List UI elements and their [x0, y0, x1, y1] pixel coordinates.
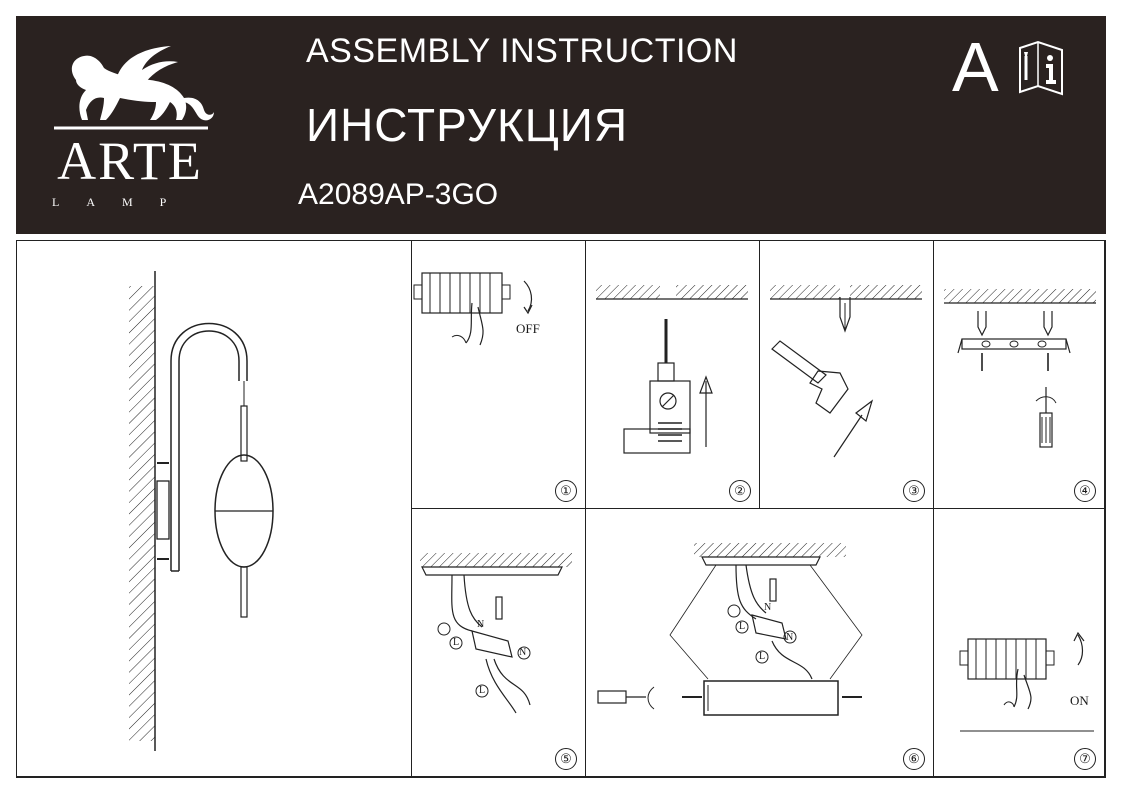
step-number-7: ⑦: [1074, 748, 1096, 770]
neutral-label-top: N: [477, 619, 485, 630]
live-label-6-left: L: [739, 621, 746, 632]
circuit-breaker-off-diagram: [412, 241, 586, 509]
off-label: OFF: [516, 321, 540, 336]
step-number-5: ⑤: [555, 748, 577, 770]
instruction-grid: [16, 240, 1106, 778]
step-4-panel: [934, 241, 1105, 509]
terminal-wiring-diagram: [412, 509, 586, 777]
step-7-panel: [934, 509, 1105, 777]
brand-logo: [46, 40, 216, 210]
step-2-panel: [586, 241, 760, 509]
step-number-3: ③: [903, 480, 925, 502]
title-russian: ИНСТРУКЦИЯ: [306, 99, 629, 151]
step-number-2: ②: [729, 480, 751, 502]
circuit-breaker-on-diagram: [934, 509, 1105, 777]
brand-subtitle: LAMP: [52, 195, 194, 209]
drill-hammer-dowel-diagram: [760, 241, 934, 509]
neutral-label-right: N: [519, 647, 527, 658]
winged-lion-icon: [46, 40, 216, 135]
step-1-panel: [412, 241, 586, 509]
step-3-panel: [760, 241, 934, 509]
step-6-panel: [586, 509, 934, 777]
title-english: ASSEMBLY INSTRUCTION: [306, 32, 738, 70]
neutral-label-6-right: N: [786, 632, 794, 643]
wall-lamp-side-view: [17, 241, 412, 777]
model-number: A2089AP-3GO: [298, 178, 499, 211]
header-banner: [16, 16, 1106, 234]
on-label: ON: [1070, 693, 1089, 708]
fixture-attach-diagram: [586, 509, 934, 777]
ceiling-box-wires-diagram: [586, 241, 760, 509]
step-number-1: ①: [555, 480, 577, 502]
live-label-left: L: [453, 637, 460, 648]
overview-panel: [17, 241, 412, 777]
language-letter: A: [952, 28, 999, 106]
live-label-6-bottom: L: [759, 651, 766, 662]
step-number-4: ④: [1074, 480, 1096, 502]
step-5-panel: [412, 509, 586, 777]
mounting-bracket-screws-diagram: [934, 241, 1105, 509]
step-number-6: ⑥: [903, 748, 925, 770]
instruction-book-icon: [1016, 38, 1066, 98]
live-label-bottom: L: [479, 685, 486, 696]
brand-wordmark: ARTE: [57, 131, 203, 191]
neutral-label-6-top: N: [764, 602, 772, 613]
